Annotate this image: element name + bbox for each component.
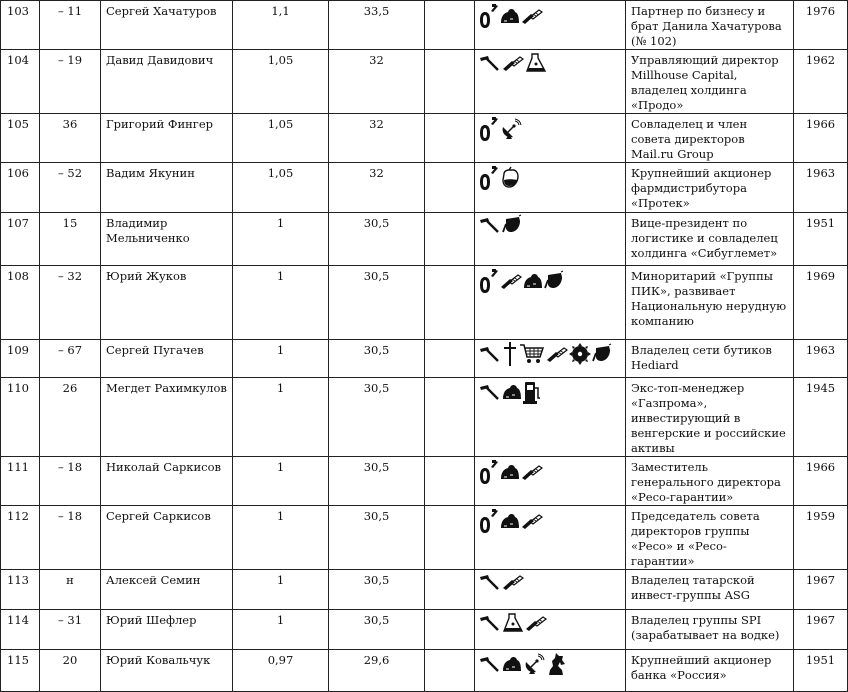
birth-year-cell: 1963 <box>794 340 848 378</box>
fuel-icon <box>523 380 541 404</box>
church-icon <box>502 342 518 366</box>
telecom-icon <box>500 118 522 140</box>
description-cell: Экс-топ-менеджер «Газпрома», инвестирующий в венгерские и российские активы <box>626 378 794 457</box>
change-cell: 26 <box>40 378 101 457</box>
name-cell: Николай Саркисов <box>101 457 233 506</box>
fortune-2013-cell: 30,5 <box>329 266 425 340</box>
change-cell: 20 <box>40 650 101 692</box>
description-cell: Заместитель генерального директора «Ресо-гарантии» <box>626 457 794 506</box>
mining-icon <box>479 215 501 235</box>
metal-icon <box>521 8 543 24</box>
industry-icons-cell <box>475 213 626 266</box>
metal-pour-icon <box>544 271 564 291</box>
metal-icon <box>500 273 522 289</box>
mining-icon <box>479 344 501 364</box>
change-cell: – 18 <box>40 506 101 570</box>
rank-cell: 110 <box>1 378 40 457</box>
spacer-cell <box>425 266 475 340</box>
coal-icon <box>500 6 520 26</box>
name-cell: Сергей Хачатуров <box>101 1 233 50</box>
description-cell: Председатель совета директоров группы «Ресо» и «Ресо-гарантии» <box>626 506 794 570</box>
metal-icon <box>521 464 543 480</box>
oil-icon <box>479 508 499 534</box>
fortune-2013-cell: 30,5 <box>329 378 425 457</box>
rank-cell: 113 <box>1 570 40 610</box>
spacer-cell <box>425 457 475 506</box>
fortune-2012-cell: 1,05 <box>233 50 329 114</box>
fortune-2013-cell: 29,6 <box>329 650 425 692</box>
name-cell: Давид Давидович <box>101 50 233 114</box>
change-cell: – 32 <box>40 266 101 340</box>
metal-icon <box>521 513 543 529</box>
birth-year-cell: 1951 <box>794 213 848 266</box>
description-cell: Крупнейший акционер банка «Россия» <box>626 650 794 692</box>
name-cell: Сергей Пугачев <box>101 340 233 378</box>
table-row <box>1 114 848 163</box>
fortune-2012-cell: 1 <box>233 506 329 570</box>
birth-year-cell: 1967 <box>794 610 848 650</box>
oil-icon <box>479 459 499 485</box>
fortune-2013-cell: 30,5 <box>329 570 425 610</box>
telecom-icon <box>523 653 545 675</box>
industry-icons-cell <box>475 266 626 340</box>
fortune-2012-cell: 1,05 <box>233 163 329 213</box>
birth-year-cell: 1966 <box>794 114 848 163</box>
change-cell: 36 <box>40 114 101 163</box>
name-cell: Юрий Шефлер <box>101 610 233 650</box>
fortune-2012-cell: 1 <box>233 570 329 610</box>
horse-icon <box>546 652 568 676</box>
oil-icon <box>479 116 499 142</box>
metal-icon <box>546 346 568 362</box>
fortune-2013-cell: 30,5 <box>329 610 425 650</box>
description-cell: Владелец татарской инвест-группы ASG <box>626 570 794 610</box>
industry-icons-cell <box>475 506 626 570</box>
birth-year-cell: 1963 <box>794 163 848 213</box>
change-cell: – 52 <box>40 163 101 213</box>
fortune-2013-cell: 30,5 <box>329 457 425 506</box>
metal-icon <box>502 574 524 590</box>
rank-cell: 115 <box>1 650 40 692</box>
spacer-cell <box>425 1 475 50</box>
industry-icons-cell <box>475 570 626 610</box>
table-row <box>1 570 848 610</box>
metal-icon <box>525 615 547 631</box>
table-row <box>1 266 848 340</box>
industry-icons-cell <box>475 340 626 378</box>
industry-icons-cell <box>475 610 626 650</box>
name-cell: Юрий Жуков <box>101 266 233 340</box>
fortune-2013-cell: 33,5 <box>329 1 425 50</box>
fortune-2012-cell: 1 <box>233 457 329 506</box>
spacer-cell <box>425 213 475 266</box>
fortune-2013-cell: 30,5 <box>329 340 425 378</box>
table-row <box>1 610 848 650</box>
fortune-2012-cell: 1,1 <box>233 1 329 50</box>
saw-icon <box>569 343 591 365</box>
mining-icon <box>479 572 501 592</box>
fortune-2012-cell: 1 <box>233 610 329 650</box>
description-cell: Управляющий директор Millhouse Capital, владелец холдинга «Продо» <box>626 50 794 114</box>
description-cell: Вице-президент по логистике и совладелец холдинга «Сибуглемет» <box>626 213 794 266</box>
spacer-cell <box>425 340 475 378</box>
metal-icon <box>502 55 524 71</box>
name-cell: Юрий Ковальчук <box>101 650 233 692</box>
spacer-cell <box>425 378 475 457</box>
industry-icons-cell <box>475 457 626 506</box>
description-cell: Владелец сети бутиков Hediard <box>626 340 794 378</box>
name-cell: Мегдет Рахимкулов <box>101 378 233 457</box>
table-row <box>1 1 848 50</box>
change-cell: – 67 <box>40 340 101 378</box>
industry-icons-cell <box>475 50 626 114</box>
table-body <box>1 1 848 692</box>
change-cell: 15 <box>40 213 101 266</box>
change-cell: – 31 <box>40 610 101 650</box>
oil-icon <box>479 165 499 191</box>
name-cell: Григорий Фингер <box>101 114 233 163</box>
industry-icons-cell <box>475 650 626 692</box>
spacer-cell <box>425 650 475 692</box>
fortune-2013-cell: 32 <box>329 114 425 163</box>
mining-icon <box>479 613 501 633</box>
industry-icons-cell <box>475 163 626 213</box>
rank-cell: 103 <box>1 1 40 50</box>
description-cell: Партнер по бизнесу и брат Данила Хачатурова (№ 102) <box>626 1 794 50</box>
change-cell: н <box>40 570 101 610</box>
oil-icon <box>479 3 499 29</box>
oil-icon <box>479 268 499 294</box>
spacer-cell <box>425 114 475 163</box>
rank-cell: 109 <box>1 340 40 378</box>
chemicals-icon <box>525 52 547 74</box>
mining-icon <box>479 53 501 73</box>
birth-year-cell: 1959 <box>794 506 848 570</box>
coal-icon <box>523 271 543 291</box>
coal-icon <box>502 382 522 402</box>
fortune-2012-cell: 1 <box>233 266 329 340</box>
cart-icon <box>519 343 545 365</box>
birth-year-cell: 1969 <box>794 266 848 340</box>
mining-icon <box>479 654 501 674</box>
spacer-cell <box>425 163 475 213</box>
coal-icon <box>500 511 520 531</box>
fortune-2012-cell: 1 <box>233 378 329 457</box>
fortune-2012-cell: 1 <box>233 213 329 266</box>
name-cell: Вадим Якунин <box>101 163 233 213</box>
description-cell: Владелец группы SPI (зарабатывает на водке) <box>626 610 794 650</box>
rank-cell: 114 <box>1 610 40 650</box>
metal-pour-icon <box>592 344 612 364</box>
table-row <box>1 457 848 506</box>
fortune-2013-cell: 32 <box>329 50 425 114</box>
rank-cell: 108 <box>1 266 40 340</box>
spacer-cell <box>425 610 475 650</box>
fortune-2013-cell: 32 <box>329 163 425 213</box>
pharma-icon <box>500 167 522 189</box>
description-cell: Совладелец и член совета директоров Mail.ru Group <box>626 114 794 163</box>
fortune-2012-cell: 0,97 <box>233 650 329 692</box>
birth-year-cell: 1951 <box>794 650 848 692</box>
description-cell: Крупнейший акционер фармдистрибутора «Протек» <box>626 163 794 213</box>
birth-year-cell: 1966 <box>794 457 848 506</box>
mining-icon <box>479 382 501 402</box>
birth-year-cell: 1976 <box>794 1 848 50</box>
description-cell: Миноритарий «Группы ПИК», развивает Национальную нерудную компанию <box>626 266 794 340</box>
birth-year-cell: 1962 <box>794 50 848 114</box>
rank-cell: 112 <box>1 506 40 570</box>
change-cell: – 18 <box>40 457 101 506</box>
change-cell: – 11 <box>40 1 101 50</box>
name-cell: Владимир Мельниченко <box>101 213 233 266</box>
birth-year-cell: 1945 <box>794 378 848 457</box>
coal-icon <box>502 654 522 674</box>
name-cell: Сергей Саркисов <box>101 506 233 570</box>
spacer-cell <box>425 570 475 610</box>
chemicals-icon <box>502 612 524 634</box>
coal-icon <box>500 462 520 482</box>
table-row <box>1 378 848 457</box>
table-row <box>1 340 848 378</box>
table-row <box>1 213 848 266</box>
industry-icons-cell <box>475 378 626 457</box>
fortune-2013-cell: 30,5 <box>329 506 425 570</box>
table-row <box>1 50 848 114</box>
table-row <box>1 163 848 213</box>
fortune-2012-cell: 1 <box>233 340 329 378</box>
fortune-2013-cell: 30,5 <box>329 213 425 266</box>
metal-pour-icon <box>502 215 522 235</box>
table-row <box>1 506 848 570</box>
change-cell: – 19 <box>40 50 101 114</box>
rank-cell: 104 <box>1 50 40 114</box>
spacer-cell <box>425 506 475 570</box>
spacer-cell <box>425 50 475 114</box>
rank-cell: 106 <box>1 163 40 213</box>
rank-cell: 111 <box>1 457 40 506</box>
name-cell: Алексей Семин <box>101 570 233 610</box>
rank-cell: 107 <box>1 213 40 266</box>
rank-cell: 105 <box>1 114 40 163</box>
birth-year-cell: 1967 <box>794 570 848 610</box>
industry-icons-cell <box>475 1 626 50</box>
table-row <box>1 650 848 692</box>
fortune-2012-cell: 1,05 <box>233 114 329 163</box>
industry-icons-cell <box>475 114 626 163</box>
